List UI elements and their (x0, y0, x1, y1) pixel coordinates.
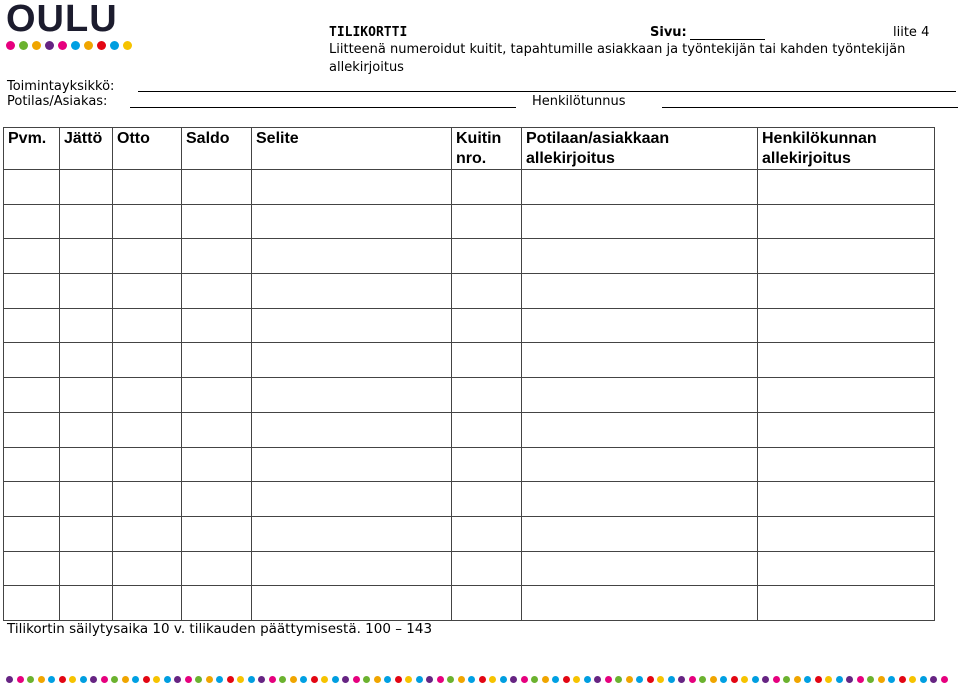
decorative-dot (258, 676, 265, 683)
cell-deposit[interactable] (60, 274, 113, 309)
cell-date[interactable] (4, 447, 60, 482)
table-row (4, 378, 935, 413)
decorative-dot (153, 676, 160, 683)
decorative-dot (941, 676, 948, 683)
decorative-dot (90, 676, 97, 683)
cell-date[interactable] (4, 516, 60, 551)
decorative-dot (563, 676, 570, 683)
decorative-dot (888, 676, 895, 683)
cell-withdrawal[interactable] (113, 378, 182, 413)
decorative-dot (552, 676, 559, 683)
cell-date[interactable] (4, 343, 60, 378)
cell-withdrawal[interactable] (113, 586, 182, 621)
cell-receipt-no[interactable] (452, 551, 522, 586)
cell-withdrawal[interactable] (113, 343, 182, 378)
cell-receipt-no[interactable] (452, 482, 522, 517)
decorative-dot (437, 676, 444, 683)
cell-balance[interactable] (182, 274, 252, 309)
cell-balance[interactable] (182, 170, 252, 205)
decorative-dot (405, 676, 412, 683)
cell-staff-signature[interactable] (758, 516, 935, 551)
cell-description[interactable] (252, 516, 452, 551)
cell-receipt-no[interactable] (452, 516, 522, 551)
personal-id-field[interactable] (662, 107, 958, 108)
cell-description[interactable] (252, 551, 452, 586)
decorative-dot (38, 676, 45, 683)
col-header-description: Selite (252, 128, 452, 170)
decorative-dot (573, 676, 580, 683)
cell-staff-signature[interactable] (758, 308, 935, 343)
decorative-dot (615, 676, 622, 683)
decorative-dot (416, 676, 423, 683)
decorative-dot (752, 676, 759, 683)
cell-deposit[interactable] (60, 378, 113, 413)
decorative-dot (531, 676, 538, 683)
logo-dots (6, 41, 132, 50)
decorative-dot (27, 676, 34, 683)
cell-balance[interactable] (182, 551, 252, 586)
attachment-label: liite 4 (893, 25, 930, 40)
cell-patient-signature[interactable] (522, 551, 758, 586)
cell-date[interactable] (4, 239, 60, 274)
table-row (4, 308, 935, 343)
cell-patient-signature[interactable] (522, 412, 758, 447)
cell-patient-signature[interactable] (522, 308, 758, 343)
col-header-staff-signature: Henkilökunnan allekirjoitus (758, 128, 935, 170)
decorative-dot (783, 676, 790, 683)
cell-patient-signature[interactable] (522, 274, 758, 309)
decorative-dot (101, 676, 108, 683)
decorative-dot (720, 676, 727, 683)
cell-date[interactable] (4, 204, 60, 239)
logo-dot (123, 41, 132, 50)
decorative-dot (332, 676, 339, 683)
cell-description[interactable] (252, 378, 452, 413)
table-row (4, 412, 935, 447)
decorative-dot (605, 676, 612, 683)
logo-dot (84, 41, 93, 50)
cell-patient-signature[interactable] (522, 586, 758, 621)
retention-note: Tilikortin säilytysaika 10 v. tilikauden päättymisestä. 100 – 143 (7, 621, 433, 637)
cell-balance[interactable] (182, 239, 252, 274)
cell-staff-signature[interactable] (758, 274, 935, 309)
decorative-dot (143, 676, 150, 683)
decorative-dot (59, 676, 66, 683)
page-label: Sivu: (650, 25, 687, 40)
decorative-dot (468, 676, 475, 683)
decorative-dot (458, 676, 465, 683)
table-row (4, 170, 935, 205)
table-row (4, 274, 935, 309)
cell-staff-signature[interactable] (758, 586, 935, 621)
decorative-dot (279, 676, 286, 683)
decorative-dot (815, 676, 822, 683)
cell-patient-signature[interactable] (522, 343, 758, 378)
cell-deposit[interactable] (60, 204, 113, 239)
logo-wordmark: OULU (6, 0, 118, 40)
unit-label: Toimintayksikkö: (7, 79, 115, 94)
decorative-dot (185, 676, 192, 683)
col-header-balance: Saldo (182, 128, 252, 170)
decorative-dot (878, 676, 885, 683)
decorative-dot (909, 676, 916, 683)
cell-date[interactable] (4, 308, 60, 343)
cell-patient-signature[interactable] (522, 516, 758, 551)
decorative-dot (594, 676, 601, 683)
cell-description[interactable] (252, 170, 452, 205)
cell-staff-signature[interactable] (758, 239, 935, 274)
decorative-dot (363, 676, 370, 683)
cell-receipt-no[interactable] (452, 239, 522, 274)
cell-deposit[interactable] (60, 343, 113, 378)
decorative-dot-row (6, 676, 948, 683)
cell-description[interactable] (252, 586, 452, 621)
cell-staff-signature[interactable] (758, 447, 935, 482)
decorative-dot (930, 676, 937, 683)
cell-deposit[interactable] (60, 516, 113, 551)
patient-field[interactable] (130, 107, 516, 108)
cell-balance[interactable] (182, 447, 252, 482)
cell-receipt-no[interactable] (452, 308, 522, 343)
table-row (4, 482, 935, 517)
logo-dot (19, 41, 28, 50)
decorative-dot (773, 676, 780, 683)
cell-receipt-no[interactable] (452, 412, 522, 447)
cell-deposit[interactable] (60, 447, 113, 482)
col-header-date: Pvm. (4, 128, 60, 170)
decorative-dot (521, 676, 528, 683)
cell-patient-signature[interactable] (522, 378, 758, 413)
logo-dot (71, 41, 80, 50)
decorative-dot (237, 676, 244, 683)
cell-balance[interactable] (182, 516, 252, 551)
decorative-dot (479, 676, 486, 683)
cell-staff-signature[interactable] (758, 378, 935, 413)
cell-balance[interactable] (182, 308, 252, 343)
decorative-dot (857, 676, 864, 683)
decorative-dot (227, 676, 234, 683)
decorative-dot (111, 676, 118, 683)
cell-deposit[interactable] (60, 586, 113, 621)
cell-deposit[interactable] (60, 482, 113, 517)
decorative-dot (542, 676, 549, 683)
decorative-dot (825, 676, 832, 683)
cell-receipt-no[interactable] (452, 274, 522, 309)
cell-balance[interactable] (182, 378, 252, 413)
cell-receipt-no[interactable] (452, 378, 522, 413)
cell-staff-signature[interactable] (758, 204, 935, 239)
cell-date[interactable] (4, 170, 60, 205)
cell-staff-signature[interactable] (758, 343, 935, 378)
cell-withdrawal[interactable] (113, 274, 182, 309)
decorative-dot (69, 676, 76, 683)
oulu-logo (6, 0, 118, 38)
cell-withdrawal[interactable] (113, 516, 182, 551)
decorative-dot (846, 676, 853, 683)
cell-withdrawal[interactable] (113, 412, 182, 447)
cell-receipt-no[interactable] (452, 447, 522, 482)
cell-patient-signature[interactable] (522, 482, 758, 517)
table-row (4, 516, 935, 551)
decorative-dot (311, 676, 318, 683)
decorative-dot (300, 676, 307, 683)
decorative-dot (353, 676, 360, 683)
cell-receipt-no[interactable] (452, 170, 522, 205)
table-row (4, 239, 935, 274)
cell-description[interactable] (252, 274, 452, 309)
cell-description[interactable] (252, 412, 452, 447)
decorative-dot (206, 676, 213, 683)
cell-staff-signature[interactable] (758, 412, 935, 447)
decorative-dot (122, 676, 129, 683)
decorative-dot (321, 676, 328, 683)
cell-description[interactable] (252, 447, 452, 482)
decorative-dot (384, 676, 391, 683)
decorative-dot (195, 676, 202, 683)
decorative-dot (342, 676, 349, 683)
cell-balance[interactable] (182, 204, 252, 239)
cell-deposit[interactable] (60, 551, 113, 586)
cell-description[interactable] (252, 343, 452, 378)
cell-patient-signature[interactable] (522, 447, 758, 482)
decorative-dot (17, 676, 24, 683)
cell-date[interactable] (4, 274, 60, 309)
decorative-dot (132, 676, 139, 683)
cell-deposit[interactable] (60, 412, 113, 447)
cell-withdrawal[interactable] (113, 482, 182, 517)
col-header-deposit: Jättö (60, 128, 113, 170)
cell-date[interactable] (4, 586, 60, 621)
cell-description[interactable] (252, 308, 452, 343)
table-row (4, 343, 935, 378)
table-row (4, 551, 935, 586)
logo-dot (110, 41, 119, 50)
decorative-dot (699, 676, 706, 683)
logo-dot (32, 41, 41, 50)
cell-date[interactable] (4, 482, 60, 517)
decorative-dot (80, 676, 87, 683)
decorative-dot (657, 676, 664, 683)
cell-balance[interactable] (182, 586, 252, 621)
cell-staff-signature[interactable] (758, 551, 935, 586)
cell-patient-signature[interactable] (522, 170, 758, 205)
decorative-dot (489, 676, 496, 683)
decorative-dot (626, 676, 633, 683)
decorative-dot (395, 676, 402, 683)
cell-description[interactable] (252, 239, 452, 274)
decorative-dot (710, 676, 717, 683)
table-row (4, 204, 935, 239)
cell-balance[interactable] (182, 482, 252, 517)
table-row (4, 447, 935, 482)
cell-staff-signature[interactable] (758, 482, 935, 517)
cell-withdrawal[interactable] (113, 308, 182, 343)
cell-patient-signature[interactable] (522, 239, 758, 274)
cell-deposit[interactable] (60, 170, 113, 205)
cell-description[interactable] (252, 482, 452, 517)
cell-staff-signature[interactable] (758, 170, 935, 205)
logo-dot (6, 41, 15, 50)
cell-balance[interactable] (182, 343, 252, 378)
cell-receipt-no[interactable] (452, 586, 522, 621)
decorative-dot (510, 676, 517, 683)
col-header-receipt-no: Kuitin nro. (452, 128, 522, 170)
decorative-dot (668, 676, 675, 683)
decorative-dot (741, 676, 748, 683)
decorative-dot (426, 676, 433, 683)
logo-dot (45, 41, 54, 50)
decorative-dot (804, 676, 811, 683)
decorative-dot (689, 676, 696, 683)
cell-balance[interactable] (182, 412, 252, 447)
col-header-patient-signature: Potilaan/asiakkaan allekirjoitus (522, 128, 758, 170)
form-title: TILIKORTTI (329, 25, 408, 40)
patient-label: Potilas/Asiakas: (7, 94, 108, 109)
decorative-dot (731, 676, 738, 683)
cell-deposit[interactable] (60, 239, 113, 274)
cell-withdrawal[interactable] (113, 204, 182, 239)
cell-patient-signature[interactable] (522, 204, 758, 239)
instruction-text: Liitteenä numeroidut kuitit, tapahtumille asiakkaan ja työntekijän tai kahden työntekijän allekirjoitus (329, 42, 906, 75)
decorative-dot (290, 676, 297, 683)
cell-withdrawal[interactable] (113, 239, 182, 274)
decorative-dot (836, 676, 843, 683)
decorative-dot (48, 676, 55, 683)
decorative-dot (164, 676, 171, 683)
cell-description[interactable] (252, 204, 452, 239)
decorative-dot (584, 676, 591, 683)
decorative-dot (269, 676, 276, 683)
cell-withdrawal[interactable] (113, 170, 182, 205)
table-row (4, 586, 935, 621)
personal-id-label: Henkilötunnus (532, 94, 626, 109)
decorative-dot (374, 676, 381, 683)
cell-receipt-no[interactable] (452, 343, 522, 378)
decorative-dot (447, 676, 454, 683)
decorative-dot (920, 676, 927, 683)
table-header-row (4, 128, 935, 170)
decorative-dot (794, 676, 801, 683)
ledger-table (3, 127, 935, 621)
cell-withdrawal[interactable] (113, 551, 182, 586)
page-number-field[interactable] (690, 39, 765, 40)
decorative-dot (636, 676, 643, 683)
decorative-dot (899, 676, 906, 683)
cell-deposit[interactable] (60, 308, 113, 343)
logo-dot (97, 41, 106, 50)
cell-withdrawal[interactable] (113, 447, 182, 482)
cell-date[interactable] (4, 378, 60, 413)
decorative-dot (6, 676, 13, 683)
decorative-dot (216, 676, 223, 683)
cell-receipt-no[interactable] (452, 204, 522, 239)
col-header-withdrawal: Otto (113, 128, 182, 170)
decorative-dot (678, 676, 685, 683)
decorative-dot (248, 676, 255, 683)
decorative-dot (500, 676, 507, 683)
decorative-dot (762, 676, 769, 683)
unit-field[interactable] (138, 91, 956, 92)
cell-date[interactable] (4, 412, 60, 447)
decorative-dot (867, 676, 874, 683)
cell-date[interactable] (4, 551, 60, 586)
decorative-dot (647, 676, 654, 683)
logo-dot (58, 41, 67, 50)
decorative-dot (174, 676, 181, 683)
